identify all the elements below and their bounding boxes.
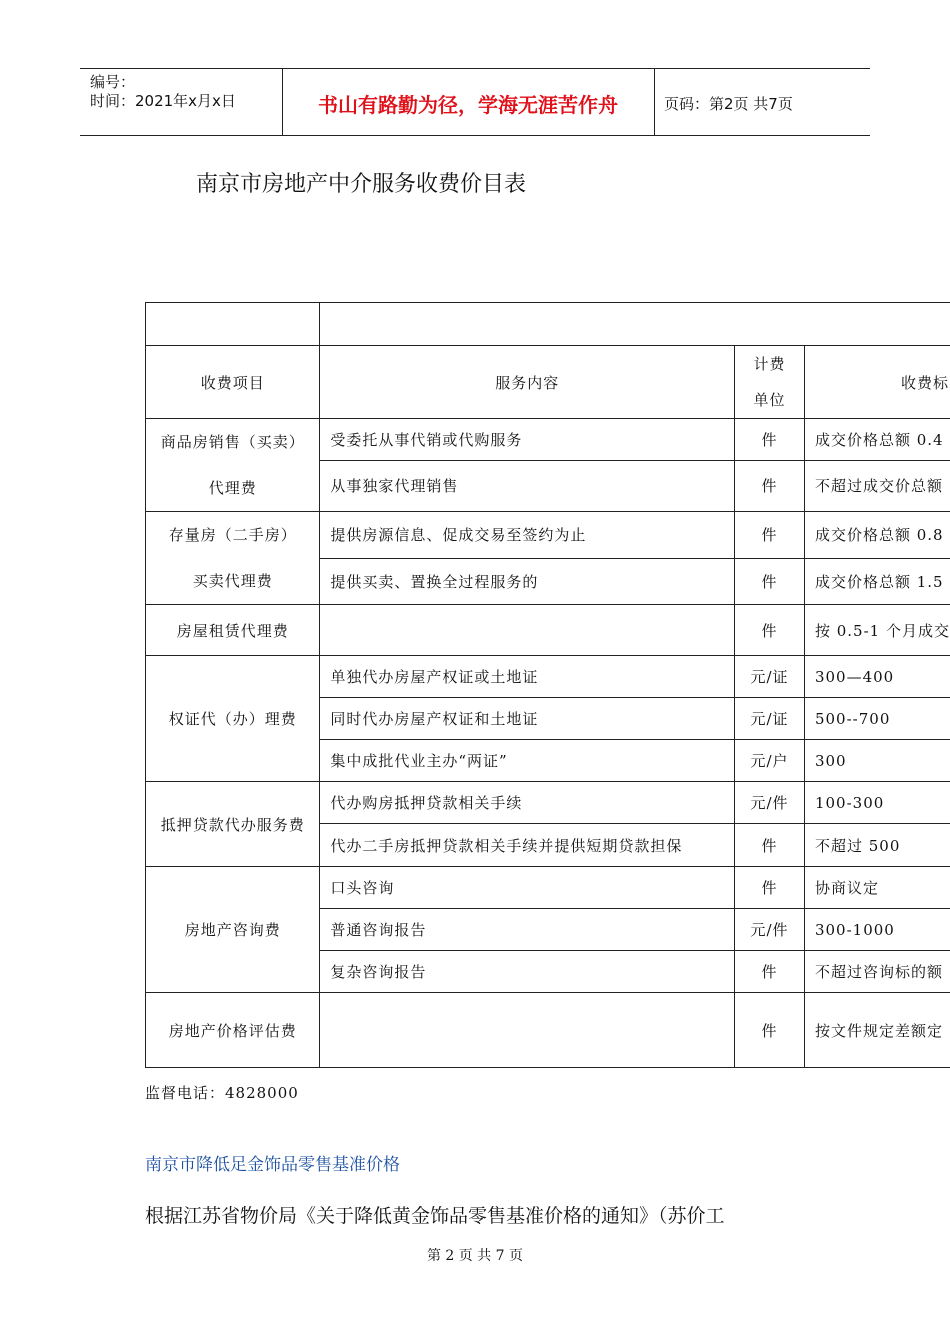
- billing-unit: 件: [735, 419, 805, 461]
- header-unit-line2: 单位: [753, 391, 786, 409]
- service-content: 代办二手房抵押贷款相关手续并提供短期贷款担保: [320, 824, 735, 867]
- fee-standard: 300-1000: [804, 909, 950, 951]
- header-top-rule: [80, 68, 870, 69]
- billing-unit: 件: [735, 512, 805, 559]
- service-content: 集中成批代业主办“两证”: [320, 740, 735, 782]
- fee-standard: 不超过咨询标的额: [804, 951, 950, 993]
- billing-unit: 件: [735, 460, 805, 511]
- header-unit-line1: 计费: [753, 355, 786, 373]
- blank-cell: [320, 303, 950, 346]
- service-content: [320, 605, 735, 656]
- fee-standard: 不超过成交价总额: [804, 460, 950, 511]
- header-item: 收费项目: [146, 346, 320, 419]
- header-motto: 书山有路勤为径，学海无涯苦作舟: [318, 93, 618, 117]
- fee-item-cell: 抵押贷款代办服务费: [146, 782, 320, 867]
- billing-unit: 元/件: [735, 782, 805, 824]
- fee-standard: 按 0.5-1 个月成交: [804, 605, 950, 656]
- fee-item-cell: 房屋租赁代理费: [146, 605, 320, 656]
- fee-standard: 300: [804, 740, 950, 782]
- billing-unit: 件: [735, 993, 805, 1068]
- fee-standard: 不超过 500: [804, 824, 950, 867]
- fee-item-cell: 房地产价格评估费: [146, 993, 320, 1068]
- billing-unit: 元/证: [735, 656, 805, 698]
- fee-standard: 按文件规定差额定: [804, 993, 950, 1068]
- billing-unit: 件: [735, 824, 805, 867]
- service-content: 提供买卖、置换全过程服务的: [320, 558, 735, 605]
- service-content: 口头咨询: [320, 867, 735, 909]
- fee-standard: 100-300: [804, 782, 950, 824]
- fee-standard: 成交价格总额 0.4: [804, 419, 950, 461]
- table-row: [146, 782, 950, 824]
- service-content: 同时代办房屋产权证和土地证: [320, 698, 735, 740]
- header-date-label: 时间：2021年x月x日: [90, 92, 236, 110]
- header-page-label: 页码：第2页 共7页: [664, 95, 793, 113]
- service-content: 提供房源信息、促成交易至签约为止: [320, 512, 735, 559]
- service-content: [320, 993, 735, 1068]
- table-header-row: [146, 346, 950, 419]
- table-row: [146, 993, 950, 1068]
- header-bottom-rule: [80, 135, 870, 136]
- service-content: 单独代办房屋产权证或土地证: [320, 656, 735, 698]
- fee-standard: 成交价格总额 0.8: [804, 512, 950, 559]
- fee-item-cell: [146, 419, 320, 512]
- table-blank-row: [146, 303, 950, 346]
- fee-table: [145, 302, 950, 1068]
- header-content: 服务内容: [320, 346, 735, 419]
- fee-item-line: 代理费: [208, 479, 257, 497]
- service-content: 受委托从事代销或代购服务: [320, 419, 735, 461]
- billing-unit: 元/户: [735, 740, 805, 782]
- header-number-label: 编号：: [90, 73, 136, 91]
- fee-item-cell: 权证代（办）理费: [146, 656, 320, 782]
- table-row: [146, 656, 950, 698]
- section-title: 南京市降低足金饰品零售基准价格: [145, 1155, 400, 1175]
- header-unit: [735, 346, 805, 419]
- billing-unit: 件: [735, 867, 805, 909]
- header-fee: 收费标: [804, 346, 950, 419]
- fee-item-line: 买卖代理费: [192, 572, 273, 590]
- service-content: 普通咨询报告: [320, 909, 735, 951]
- fee-standard: 协商议定: [804, 867, 950, 909]
- billing-unit: 件: [735, 558, 805, 605]
- document-title: 南京市房地产中介服务收费价目表: [196, 172, 527, 197]
- fee-item-cell: 房地产咨询费: [146, 867, 320, 993]
- body-paragraph: 根据江苏省物价局《关于降低黄金饰品零售基准价格的通知》（苏价工: [145, 1205, 725, 1227]
- service-content: 复杂咨询报告: [320, 951, 735, 993]
- billing-unit: 件: [735, 951, 805, 993]
- fee-standard: 300—400: [804, 656, 950, 698]
- table-row: [146, 867, 950, 909]
- fee-item-line: 商品房销售（买卖）: [160, 433, 305, 451]
- footer-page-number: 第 2 页 共 7 页: [426, 1248, 524, 1264]
- table-row: [146, 605, 950, 656]
- table-row: [146, 512, 950, 559]
- fee-item-line: 存量房（二手房）: [168, 526, 297, 544]
- billing-unit: 元/证: [735, 698, 805, 740]
- blank-cell: [146, 303, 320, 346]
- service-content: 从事独家代理销售: [320, 460, 735, 511]
- service-content: 代办购房抵押贷款相关手续: [320, 782, 735, 824]
- supervision-phone: 监督电话：4828000: [145, 1084, 299, 1102]
- fee-standard: 成交价格总额 1.5: [804, 558, 950, 605]
- billing-unit: 件: [735, 605, 805, 656]
- table-row: [146, 419, 950, 461]
- fee-standard: 500--700: [804, 698, 950, 740]
- header-divider-right: [654, 68, 655, 135]
- billing-unit: 元/件: [735, 909, 805, 951]
- fee-item-cell: [146, 512, 320, 605]
